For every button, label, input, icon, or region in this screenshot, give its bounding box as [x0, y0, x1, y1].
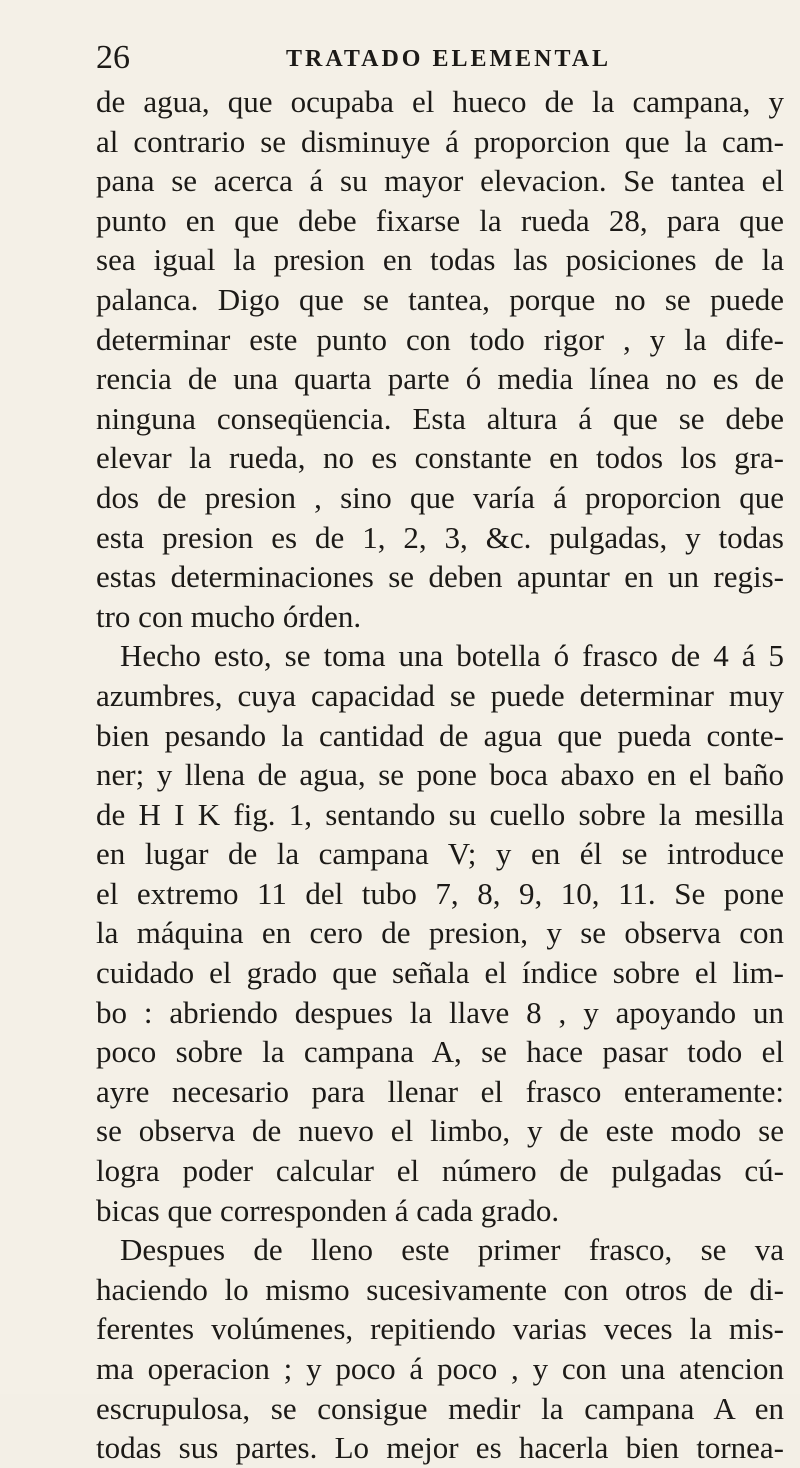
text-line: bicas que corresponden á cada grado. [96, 1192, 560, 1228]
text-line: ma operacion ; y poco á poco , y con una atencion [96, 1351, 784, 1386]
text-line: ayre necesario para llenar el frasco enteramente: [96, 1073, 784, 1109]
text-line: pana se acerca á su mayor elevacion. Se tantea el [96, 163, 784, 199]
running-title: TRATADO ELEMENTAL [286, 46, 612, 72]
text-line: se observa de nuevo el limbo, y de este modo se [96, 1113, 784, 1149]
text-line: la máquina en cero de presion, y se observa con [96, 915, 784, 951]
text-line: elevar la rueda, no es constante en todos los gra- [96, 440, 784, 476]
text-line: sea igual la presion en todas las posiciones de la [96, 242, 784, 278]
text-line: palanca. Digo que se tantea, porque no se puede [96, 281, 784, 317]
text-line: al contrario se disminuye á proporcion que la cam- [96, 123, 784, 159]
text-line: esta presion es de 1, 2, 3, &c. pulgadas, y todas [96, 519, 784, 555]
text-line: cuidado el grado que señala el índice sobre el lim- [96, 955, 784, 991]
text-line: todas sus partes. Lo mejor es hacerla bien tornea- [96, 1430, 784, 1466]
text-line: ferentes volúmenes, repitiendo varias veces la mis- [96, 1311, 784, 1347]
text-line: Hecho esto, se toma una botella ó frasco de 4 á 5 [120, 638, 784, 674]
text-line: de H I K fig. 1, sentando su cuello sobre la mesilla [96, 796, 784, 832]
text-line: logra poder calcular el número de pulgadas cú- [96, 1153, 784, 1189]
text-line: el extremo 11 del tubo 7, 8, 9, 10, 11. Se pone [96, 875, 784, 911]
text-line: dos de presion , sino que varía á proporcion que [96, 479, 784, 515]
text-line: estas determinaciones se deben apuntar en un regis- [96, 559, 784, 595]
text-line: bien pesando la cantidad de agua que pueda conte- [96, 717, 784, 753]
running-head [96, 38, 716, 78]
text-line: en lugar de la campana V; y en él se introduce [96, 836, 784, 872]
text-line: ner; y llena de agua, se pone boca abaxo en el baño [96, 757, 784, 793]
text-line: haciendo lo mismo sucesivamente con otros de di- [96, 1271, 784, 1307]
text-line: rencia de una quarta parte ó media línea no es de [96, 361, 784, 397]
page-number: 26 [96, 39, 130, 76]
text-line: poco sobre la campana A, se hace pasar todo el [96, 1034, 784, 1070]
text-line: tro con mucho órden. [96, 598, 362, 634]
text-line: azumbres, cuya capacidad se puede determinar muy [96, 677, 784, 713]
text-line: determinar este punto con todo rigor , y la dife- [96, 321, 784, 357]
body-text [96, 82, 784, 1468]
text-line: bo : abriendo despues la llave 8 , y apoyando un [96, 994, 784, 1030]
text-line: escrupulosa, se consigue medir la campana A en [96, 1390, 784, 1426]
text-line: de agua, que ocupaba el hueco de la campana, y [96, 84, 784, 119]
text-line: punto en que debe fixarse la rueda 28, para que [96, 202, 784, 238]
text-line: Despues de lleno este primer frasco, se va [120, 1232, 784, 1268]
text-line: ninguna conseqüencia. Esta altura á que se debe [96, 400, 784, 436]
